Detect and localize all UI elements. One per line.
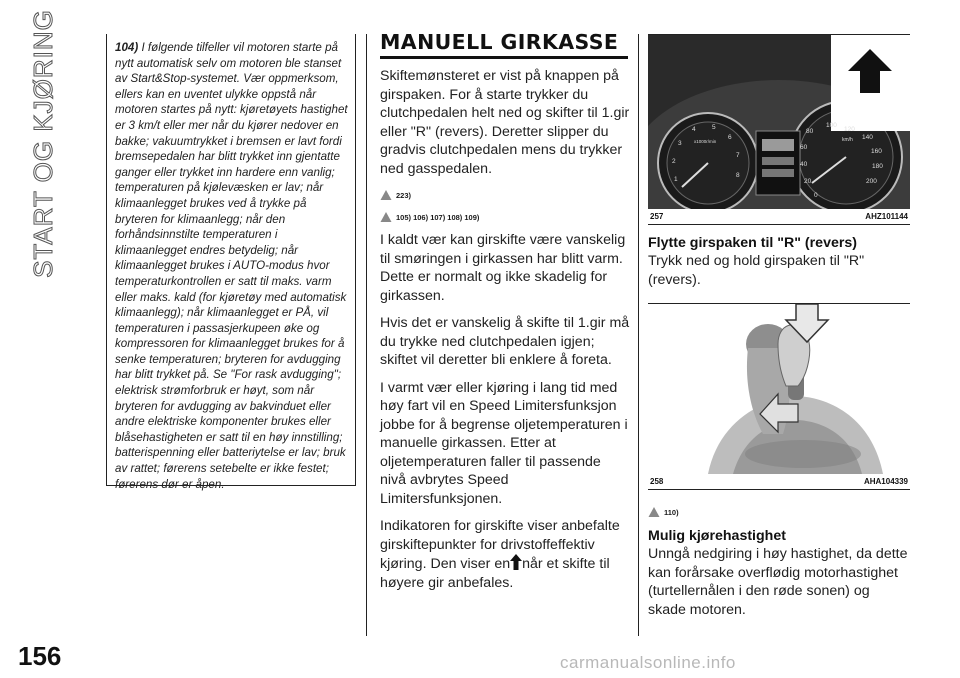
paragraph: Unngå nedgiring i høy hastighet, da dette kan forårsake overflødig motorhastighet (turtellernålen i den røde sonen) og skade motoren. bbox=[648, 546, 908, 618]
caution-triangle-icon bbox=[648, 506, 660, 518]
section-title bbox=[12, 8, 74, 278]
figure-code: AHA104339 bbox=[863, 477, 908, 486]
gauge-label: 140 bbox=[862, 134, 873, 141]
reference-number: 110) bbox=[664, 507, 679, 517]
figure-column bbox=[648, 34, 910, 628]
paragraph-part: Indikatoren for girskifte viser anbefalte girskiftepunkter for drivstoffeffektiv kjøring. Den viser en bbox=[380, 518, 620, 572]
paragraph: I kaldt vær kan girskifte være vanskelig til smøringen i girkassen har blitt varm. Dette er normalt og ikke skadelig for girkassen. bbox=[380, 232, 626, 304]
gauge-label: 1 bbox=[674, 176, 678, 183]
note-text: I følgende tilfeller vil motoren starte på nytt automatisk selv om motoren ble stanset av Start&Stop-systemet. Vær oppmerksom, ellers kan en uventet ulykke oppstå når motoren startes på nytt: kjøretøyets hastighet er 3 km/t eller mer når du kjører nedover en bakke; vakuumtrykket i bremsen er lavt fordi bremsepedalen har blitt trykket inn gjentatte ganger eller trykket inn hardere enn vanlig; temperaturen på kjølevæsken er lav; når klimaanlegget brukes ved å trykke på bryteren for klimaanlegg; når den forhåndsinnstilte temperaturen i klimaanlegget endres betydelig; når klimaanlegget brukes i AUTO-modus hvor temperaturkontrollen er satt til maks. varm eller maks. kald (for kjøretøy med automatisk klimaanlegg); når klimaanlegget er PÅ, vil temperaturen i passasjerkupeen øke og kompressoren for klimaanlegget brukes for å senke temperaturen; bryteren for avdugging har blitt trykket på. Se "For rask avdugging"; elektrisk strømforbruk er høyt, som når bryteren for avdugging av bakvinduet eller andre elektriske komponenter brukes eller blåsehastigheten er satt til en høy innstilling; batterispenning eller batteriytelse er lav; bruk av rattet; førerens setebelte er ikke festet; førerens dør er åpen. bbox=[115, 41, 348, 491]
paragraph: Trykk ned og hold girspaken til "R" (revers). bbox=[648, 253, 865, 288]
paragraph: I varmt vær eller kjøring i lang tid med høy fart vil en Speed Limitersfunksjon jobbe for å begrense oljetemperaturen i manuelle girkassen. Etter at oljetemperaturen faller til passende nivå avbrytes Speed Limitersfunksjonen. bbox=[380, 379, 628, 507]
page-heading: MANUELL GIRKASSE bbox=[380, 30, 619, 54]
gauge-label: 6 bbox=[728, 134, 732, 141]
figure-caption bbox=[648, 474, 910, 490]
page-number: 156 bbox=[18, 641, 62, 671]
gauge-unit: km/h bbox=[842, 137, 853, 143]
column-divider bbox=[366, 34, 367, 636]
caution-triangle-icon bbox=[380, 189, 392, 201]
paragraph: Hvis det er vanskelig å skifte til 1.gir må du trykke ned clutchpedalen igjen; skiftet vil deretter bli enklere å foreta. bbox=[380, 315, 630, 368]
reference-numbers: 105) 106) 107) 108) 109) bbox=[396, 212, 480, 222]
gauge-label: 0 bbox=[814, 192, 818, 199]
note-label: 104) bbox=[115, 41, 139, 54]
column-divider bbox=[638, 34, 639, 636]
warning-note-box bbox=[106, 34, 356, 491]
subheading: Flytte girspaken til "R" (revers) bbox=[648, 235, 857, 251]
figure-code: AHZ101144 bbox=[865, 212, 908, 221]
heading-rule bbox=[380, 56, 628, 59]
gauge-label: 3 bbox=[678, 140, 682, 147]
figure-caption bbox=[648, 209, 910, 225]
gauge-label: 100 bbox=[826, 122, 837, 129]
figure-257 bbox=[648, 34, 910, 225]
gear-lever-illustration bbox=[648, 304, 910, 474]
figure-number: 258 bbox=[650, 477, 664, 486]
gauge-label: 200 bbox=[866, 178, 877, 185]
gauge-label: 5 bbox=[712, 124, 716, 131]
warning-note bbox=[115, 40, 351, 492]
gauge-label: 2 bbox=[672, 158, 676, 165]
gauge-label: 8 bbox=[736, 172, 740, 179]
figure-number: 257 bbox=[650, 212, 664, 221]
gauge-label: 80 bbox=[806, 128, 814, 135]
caution-triangle-icon bbox=[380, 211, 392, 223]
gauge-label: 180 bbox=[872, 163, 883, 170]
gauge-label: 60 bbox=[800, 144, 808, 151]
reference-row bbox=[380, 209, 630, 225]
subheading: Mulig kjørehastighet bbox=[648, 528, 786, 544]
figure-258 bbox=[648, 303, 910, 490]
main-column bbox=[380, 30, 630, 601]
shift-up-arrow-icon bbox=[510, 554, 522, 570]
gauge-label: 40 bbox=[800, 161, 808, 168]
gauge-unit: x1000r/min bbox=[694, 139, 717, 144]
instrument-cluster-illustration bbox=[648, 35, 910, 209]
watermark: carmanualsonline.info bbox=[560, 653, 736, 672]
gauge-label: 120 bbox=[844, 126, 855, 133]
paragraph-part: når et skifte til høyere gir anbefales. bbox=[380, 556, 610, 591]
gauge-label: 7 bbox=[736, 152, 740, 159]
paragraph: Skiftemønsteret er vist på knappen på girspaken. For å starte trykker du clutchpedalen helt ned og skifter til 1.gir eller "R" (revers). Deretter slipper du gradvis clutchpedalen mens du trykker ned gasspedalen. bbox=[380, 68, 630, 177]
gauge-label: 20 bbox=[804, 178, 812, 185]
gear-lever-image bbox=[648, 304, 910, 474]
gauge-label: 160 bbox=[871, 148, 882, 155]
reference-number: 223) bbox=[396, 190, 412, 200]
instrument-cluster-image bbox=[648, 35, 910, 209]
paragraph bbox=[380, 517, 630, 592]
section-title-text: START OG KJØRING bbox=[27, 8, 58, 278]
reference-row bbox=[648, 504, 910, 520]
reference-row bbox=[380, 187, 630, 203]
gauge-label: 4 bbox=[692, 126, 696, 133]
